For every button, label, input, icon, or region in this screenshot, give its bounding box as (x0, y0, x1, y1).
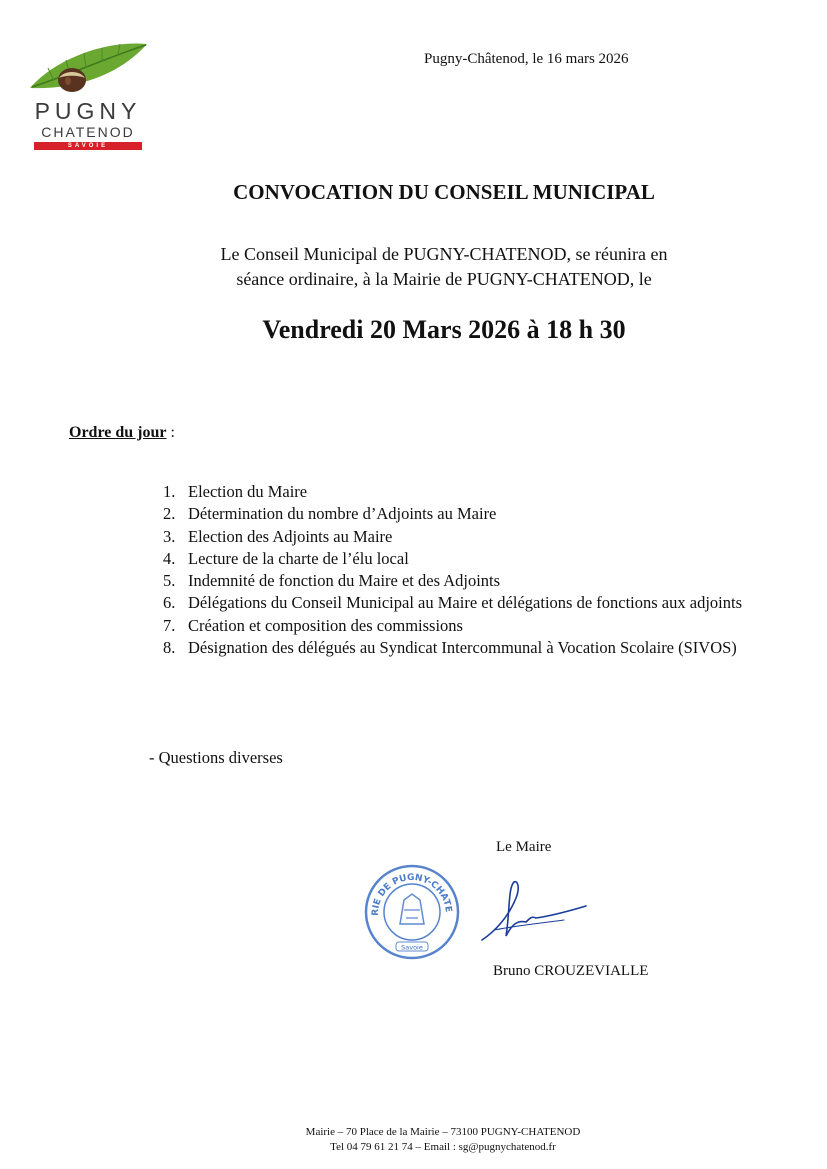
town-hall-stamp (360, 862, 464, 962)
agenda-heading-label: Ordre du jour (69, 424, 167, 441)
agenda-item-text: Election du Maire (188, 482, 308, 501)
agenda-heading-colon: : (166, 424, 175, 441)
svg-text:Savoie: Savoie (401, 943, 423, 952)
agenda-item-number: 4. (163, 548, 176, 568)
agenda-item-number: 5. (163, 571, 176, 591)
page-footer (0, 1125, 827, 1155)
agenda-item (160, 637, 748, 659)
agenda-item (160, 570, 748, 592)
agenda-item (160, 481, 748, 503)
agenda-item-number: 7. (163, 615, 176, 635)
intro-line-2: séance ordinaire, à la Mairie de PUGNY-CHATENOD, le (236, 269, 652, 289)
agenda-item-text: Création et composition des commissions (188, 615, 463, 635)
document-title: CONVOCATION DU CONSEIL MUNICIPAL (233, 180, 655, 204)
agenda-item-number: 6. (163, 593, 176, 613)
municipality-logo (24, 40, 148, 154)
agenda-item (160, 548, 748, 570)
logo-text-savoie: SAVOIE (34, 142, 142, 150)
footer-address: Mairie – 70 Place de la Mairie – 73100 PUGNY-CHATENOD (305, 1126, 581, 1138)
place-date: Pugny-Châtenod, le 16 mars 2026 (424, 51, 629, 67)
agenda-item (160, 526, 748, 548)
agenda-item-text: Lecture de la charte de l’élu local (188, 548, 409, 568)
agenda-item-text: Délégations du Conseil Municipal au Maire et délégations de fonctions aux adjoints (188, 593, 742, 613)
footer-contact: Tel 04 79 61 21 74 – Email : sg@pugnychatenod.fr (330, 1141, 556, 1153)
agenda-item-number: 2. (163, 504, 176, 524)
agenda-heading (69, 424, 175, 442)
intro-line-1: Le Conseil Municipal de PUGNY-CHATENOD, se réunira en (220, 244, 668, 264)
agenda-item-text: Indemnité de fonction du Maire et des Adjoints (188, 571, 501, 591)
agenda-item (160, 503, 748, 525)
agenda-item (160, 592, 748, 614)
agenda-item-text: Détermination du nombre d’Adjoints au Maire (188, 504, 497, 524)
convocation-intro (0, 242, 827, 292)
agenda-item-number: 1. (163, 482, 176, 501)
agenda-item (160, 615, 748, 637)
agenda-list (160, 481, 748, 659)
meeting-datetime: Vendredi 20 Mars 2026 à 18 h 30 (262, 315, 626, 344)
agenda-item-number: 8. (163, 638, 176, 658)
signatory-role: Le Maire (496, 839, 552, 855)
chestnut-leaf-icon (24, 40, 148, 100)
signatory-name: Bruno CROUZEVIALLE (493, 963, 649, 979)
agenda-item-text: Election des Adjoints au Maire (188, 526, 393, 546)
logo-text-pugny: PUGNY (34, 98, 142, 124)
logo-text-chatenod: CHATENOD (41, 124, 135, 140)
agenda-item-number: 3. (163, 526, 176, 546)
agenda-other-questions: - Questions diverses (149, 748, 283, 767)
agenda-item-text: Désignation des délégués au Syndicat Intercommunal à Vocation Scolaire (SIVOS) (188, 638, 737, 658)
svg-text:MAIRIE DE PUGNY-CHATENOD: RIE DE PUGNY-CHATE (370, 872, 454, 917)
mayor-signature (474, 868, 598, 954)
